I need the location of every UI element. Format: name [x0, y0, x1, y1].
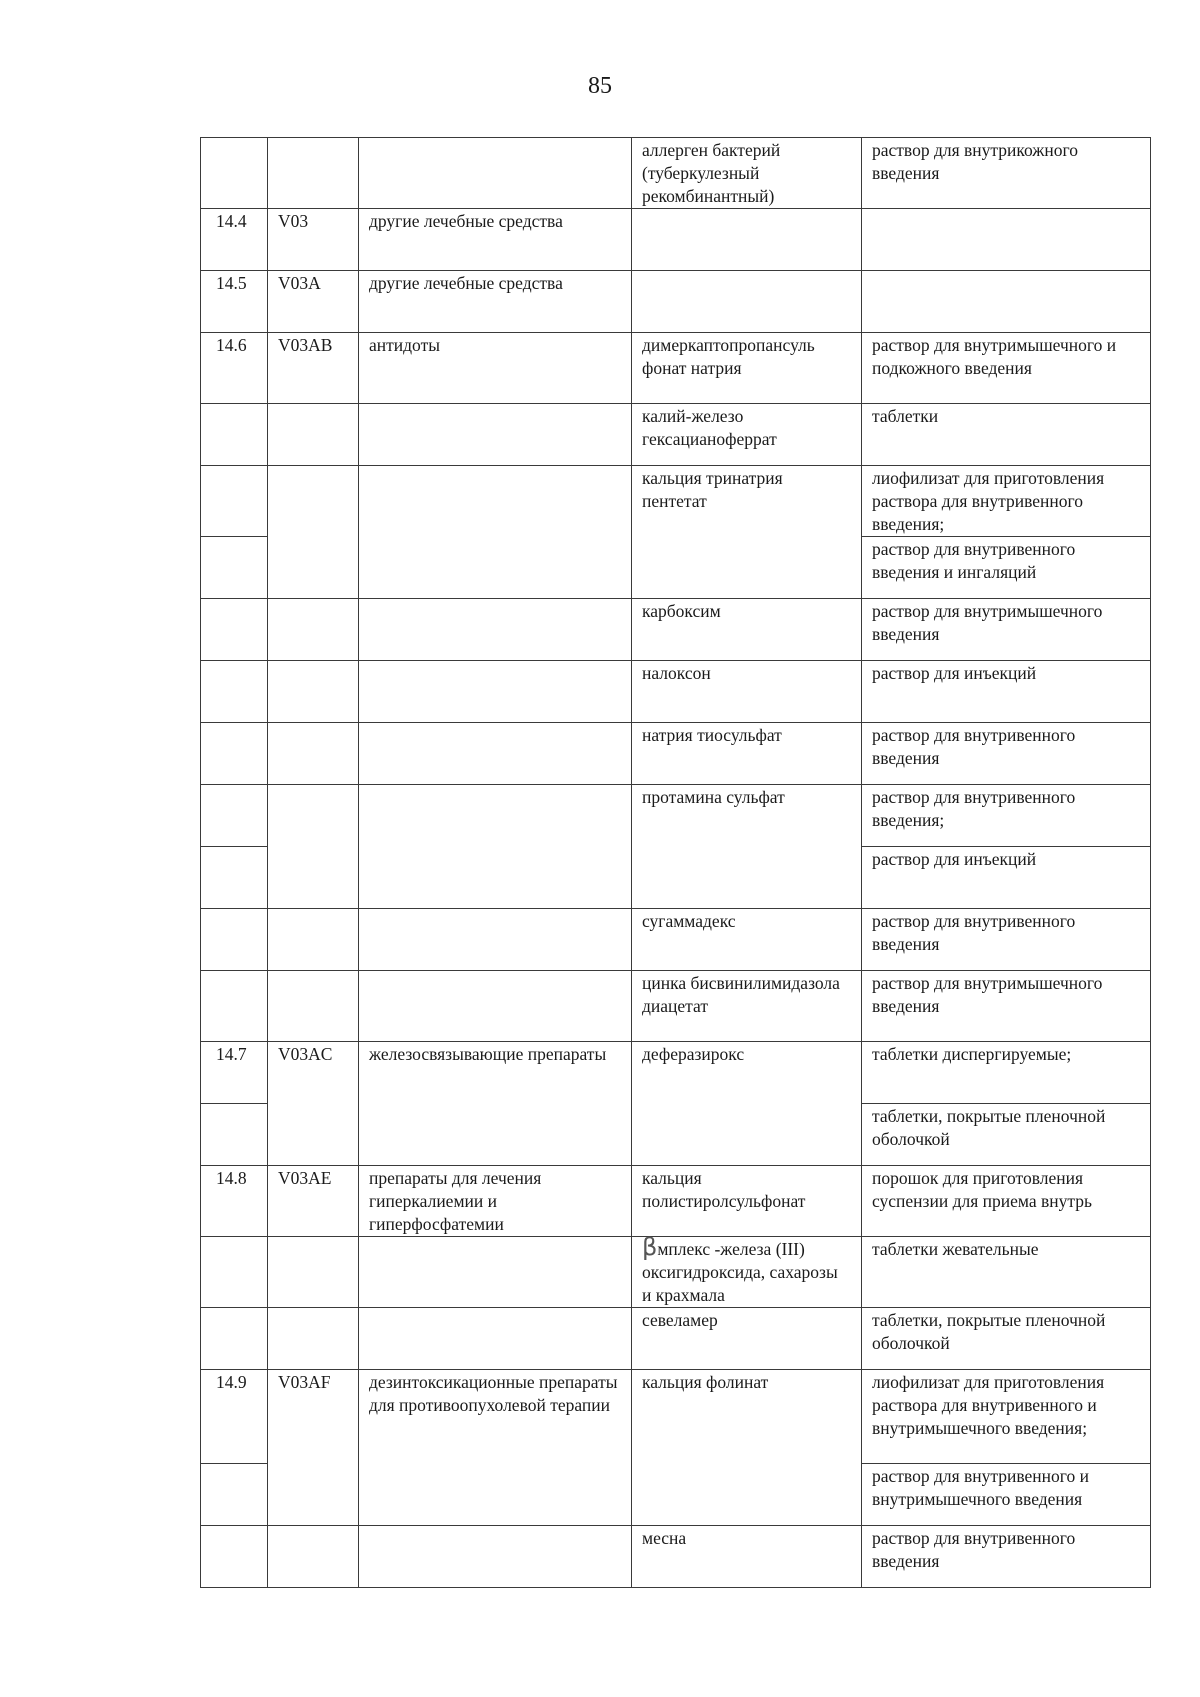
code-cell: V03AC — [268, 1042, 359, 1166]
dosage-form-cell: таблетки диспергируемые; — [862, 1042, 1151, 1104]
table-row — [201, 909, 1151, 971]
group-cell — [359, 723, 632, 785]
scan-artifact-glyph: β — [642, 1233, 658, 1261]
num-cell — [201, 537, 268, 599]
dosage-form-cell: раствор для инъекций — [862, 661, 1151, 723]
num-cell — [201, 661, 268, 723]
num-cell — [201, 785, 268, 847]
drug-name-cell — [632, 209, 862, 271]
dosage-form-cell: раствор для инъекций — [862, 847, 1151, 909]
table-row — [201, 1042, 1151, 1104]
table-row — [201, 333, 1151, 404]
num-cell — [201, 599, 268, 661]
drug-table — [200, 137, 1151, 1588]
table-row — [201, 723, 1151, 785]
dosage-form-cell: таблетки, покрытые пленочной оболочкой — [862, 1308, 1151, 1370]
num-cell — [201, 138, 268, 209]
drug-name-cell: кальция фолинат — [632, 1370, 862, 1526]
num-cell: 14.9 — [201, 1370, 268, 1464]
code-cell — [268, 661, 359, 723]
code-cell — [268, 138, 359, 209]
table-row — [201, 271, 1151, 333]
dosage-form-cell: раствор для внутривенного введения; — [862, 785, 1151, 847]
table-row — [201, 599, 1151, 661]
dosage-form-cell — [862, 271, 1151, 333]
dosage-form-cell — [862, 209, 1151, 271]
num-cell — [201, 404, 268, 466]
dosage-form-cell: раствор для внутримышечного введения — [862, 971, 1151, 1042]
num-cell — [201, 723, 268, 785]
code-cell — [268, 785, 359, 909]
table-row — [201, 1526, 1151, 1588]
num-cell: 14.6 — [201, 333, 268, 404]
group-cell: препараты для лечения гиперкалиемии и гиперфосфатемии — [359, 1166, 632, 1237]
dosage-form-cell: лиофилизат для приготовления раствора для внутривенного введения; — [862, 466, 1151, 537]
drug-name-cell: протамина сульфат — [632, 785, 862, 909]
code-cell — [268, 723, 359, 785]
table-row — [201, 661, 1151, 723]
num-cell: 14.7 — [201, 1042, 268, 1104]
table-row — [201, 1308, 1151, 1370]
code-cell: V03AF — [268, 1370, 359, 1526]
code-cell — [268, 1237, 359, 1308]
code-cell: V03AB — [268, 333, 359, 404]
code-cell: V03 — [268, 209, 359, 271]
code-cell — [268, 599, 359, 661]
dosage-form-cell: раствор для внутривенного введения и ингаляций — [862, 537, 1151, 599]
num-cell — [201, 1526, 268, 1588]
table-row — [201, 1370, 1151, 1464]
drug-name-cell: цинка бисвинилимидазола диацетат — [632, 971, 862, 1042]
drug-name-cell: севеламер — [632, 1308, 862, 1370]
num-cell: 14.5 — [201, 271, 268, 333]
group-cell: другие лечебные средства — [359, 271, 632, 333]
dosage-form-cell: лиофилизат для приготовления раствора для внутривенного и внутримышечного введения; — [862, 1370, 1151, 1464]
group-cell: другие лечебные средства — [359, 209, 632, 271]
dosage-form-cell: таблетки, покрытые пленочной оболочкой — [862, 1104, 1151, 1166]
code-cell: V03A — [268, 271, 359, 333]
dosage-form-cell: таблетки — [862, 404, 1151, 466]
drug-name-cell: кальция полистиролсульфонат — [632, 1166, 862, 1237]
num-cell — [201, 1308, 268, 1370]
drug-name-cell: деферазирокс — [632, 1042, 862, 1166]
group-cell — [359, 661, 632, 723]
num-cell — [201, 909, 268, 971]
table-row — [201, 209, 1151, 271]
code-cell — [268, 466, 359, 599]
dosage-form-cell: порошок для приготовления суспензии для приема внутрь — [862, 1166, 1151, 1237]
dosage-form-cell: раствор для внутривенного и внутримышечного введения — [862, 1464, 1151, 1526]
table-row — [201, 404, 1151, 466]
drug-name-cell: кальция тринатрия пентетат — [632, 466, 862, 599]
group-cell — [359, 599, 632, 661]
table-row — [201, 785, 1151, 847]
table-row — [201, 1166, 1151, 1237]
group-cell: железосвязывающие препараты — [359, 1042, 632, 1166]
drug-name-cell: калий-железо гексацианоферрат — [632, 404, 862, 466]
drug-name-text: мплекс -железа (III) оксигидроксида, сахарозы и крахмала — [642, 1239, 838, 1305]
group-cell: дезинтоксикационные препараты для противоопухолевой терапии — [359, 1370, 632, 1526]
group-cell — [359, 466, 632, 599]
drug-name-cell: месна — [632, 1526, 862, 1588]
dosage-form-cell: раствор для внутривенного введения — [862, 1526, 1151, 1588]
drug-name-cell: натрия тиосульфат — [632, 723, 862, 785]
num-cell: 14.4 — [201, 209, 268, 271]
drug-name-cell: сугаммадекс — [632, 909, 862, 971]
group-cell — [359, 1526, 632, 1588]
group-cell — [359, 404, 632, 466]
drug-name-cell — [632, 1233, 862, 1308]
group-cell — [359, 1237, 632, 1308]
dosage-form-cell: раствор для внутрикожного введения — [862, 138, 1151, 209]
code-cell: V03AE — [268, 1166, 359, 1237]
dosage-form-cell: раствор для внутривенного введения — [862, 909, 1151, 971]
drug-name-cell: карбоксим — [632, 599, 862, 661]
group-cell — [359, 785, 632, 909]
code-cell — [268, 404, 359, 466]
num-cell — [201, 1464, 268, 1526]
code-cell — [268, 1308, 359, 1370]
code-cell — [268, 971, 359, 1042]
drug-name-cell: налоксон — [632, 661, 862, 723]
num-cell — [201, 1237, 268, 1308]
group-cell — [359, 909, 632, 971]
dosage-form-cell: раствор для внутримышечного введения — [862, 599, 1151, 661]
group-cell — [359, 971, 632, 1042]
dosage-form-cell: раствор для внутримышечного и подкожного введения — [862, 333, 1151, 404]
num-cell — [201, 971, 268, 1042]
table-row — [201, 1237, 1151, 1308]
num-cell: 14.8 — [201, 1166, 268, 1237]
drug-name-cell: димеркаптопропансуль фонат натрия — [632, 333, 862, 404]
table-row — [201, 971, 1151, 1042]
num-cell — [201, 847, 268, 909]
drug-name-cell: аллерген бактерий (туберкулезный рекомбинантный) — [632, 138, 862, 209]
table-row — [201, 138, 1151, 209]
group-cell — [359, 1308, 632, 1370]
dosage-form-cell: раствор для внутривенного введения — [862, 723, 1151, 785]
num-cell — [201, 466, 268, 537]
num-cell — [201, 1104, 268, 1166]
drug-name-cell — [632, 271, 862, 333]
code-cell — [268, 1526, 359, 1588]
page-number: 85 — [588, 73, 612, 99]
group-cell — [359, 138, 632, 209]
group-cell: антидоты — [359, 333, 632, 404]
code-cell — [268, 909, 359, 971]
table-row — [201, 466, 1151, 537]
dosage-form-cell: таблетки жевательные — [862, 1237, 1151, 1308]
